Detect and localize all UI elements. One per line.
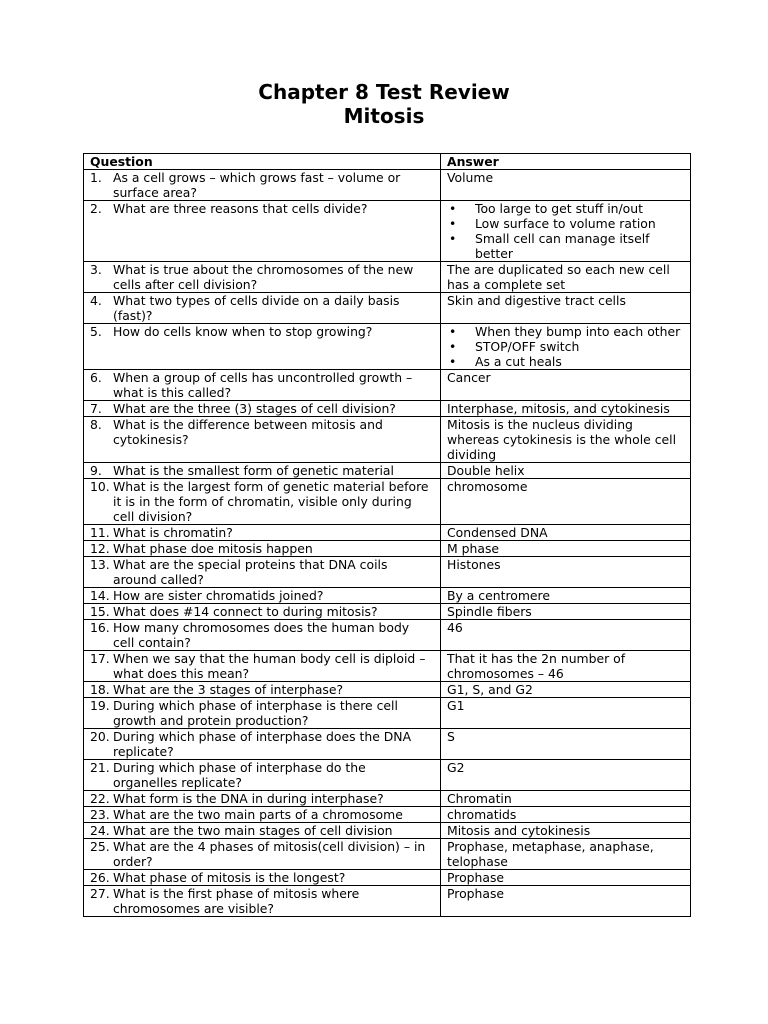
answer-bullet-item <box>447 339 684 354</box>
table-row <box>84 525 691 541</box>
question-item <box>90 479 434 524</box>
question-cell <box>84 886 441 917</box>
question-cell <box>84 588 441 604</box>
question-number: 25. <box>90 839 110 854</box>
table-row <box>84 698 691 729</box>
question-item <box>90 324 434 339</box>
question-number: 20. <box>90 729 110 744</box>
answer-bullet-item <box>447 354 684 369</box>
answer-text: G2 <box>447 760 465 775</box>
question-number: 7. <box>90 401 102 416</box>
answer-text: Cancer <box>447 370 491 385</box>
question-cell <box>84 293 441 324</box>
question-number: 27. <box>90 886 110 901</box>
answer-cell <box>441 262 691 293</box>
question-item <box>90 791 434 806</box>
answer-cell <box>441 682 691 698</box>
question-number: 11. <box>90 525 110 540</box>
question-item <box>90 682 434 697</box>
question-cell <box>84 557 441 588</box>
question-text: What phase doe mitosis happen <box>113 541 313 556</box>
table-row <box>84 620 691 651</box>
answer-text: G1, S, and G2 <box>447 682 533 697</box>
question-text: During which phase of interphase is there cell growth and protein production? <box>113 698 398 728</box>
answer-text: Prophase, metaphase, anaphase, telophase <box>447 839 654 869</box>
answer-cell <box>441 293 691 324</box>
answer-text: M phase <box>447 541 500 556</box>
answer-text: chromosome <box>447 479 528 494</box>
answer-bullet-text: As a cut heals <box>475 354 562 369</box>
answer-bullet-item <box>447 231 684 261</box>
question-text: What are the special proteins that DNA coils around called? <box>113 557 388 587</box>
question-cell <box>84 682 441 698</box>
question-item <box>90 698 434 728</box>
question-item <box>90 170 434 200</box>
question-cell <box>84 170 441 201</box>
bullet-icon: • <box>449 216 457 231</box>
answer-cell <box>441 807 691 823</box>
table-row <box>84 370 691 401</box>
answer-cell <box>441 170 691 201</box>
question-item <box>90 588 434 603</box>
table-header-row <box>84 154 691 170</box>
question-number: 18. <box>90 682 110 697</box>
answer-text: Prophase <box>447 870 505 885</box>
answer-text: That it has the 2n number of chromosomes – 46 <box>447 651 626 681</box>
answer-text: S <box>447 729 455 744</box>
table-body <box>84 170 691 917</box>
question-item <box>90 417 434 447</box>
question-item <box>90 557 434 587</box>
answer-text: Volume <box>447 170 494 185</box>
question-text: What are the three (3) stages of cell division? <box>113 401 396 416</box>
table-row <box>84 170 691 201</box>
table-row <box>84 293 691 324</box>
table-row <box>84 541 691 557</box>
table-row <box>84 463 691 479</box>
answer-cell <box>441 823 691 839</box>
review-table <box>83 153 691 917</box>
question-item <box>90 886 434 916</box>
question-number: 19. <box>90 698 110 713</box>
question-number: 22. <box>90 791 110 806</box>
answer-text: 46 <box>447 620 463 635</box>
question-text: What are the two main parts of a chromosome <box>113 807 403 822</box>
question-text: What two types of cells divide on a daily basis (fast)? <box>113 293 400 323</box>
question-cell <box>84 463 441 479</box>
question-cell <box>84 525 441 541</box>
title-block <box>0 80 768 128</box>
answer-bullet-item <box>447 324 684 339</box>
question-cell <box>84 479 441 525</box>
question-item <box>90 839 434 869</box>
bullet-icon: • <box>449 354 457 369</box>
question-text: During which phase of interphase does the DNA replicate? <box>113 729 412 759</box>
answer-text: The are duplicated so each new cell has a complete set <box>447 262 670 292</box>
table-row <box>84 417 691 463</box>
answer-bullet-item <box>447 216 684 231</box>
answer-text: By a centromere <box>447 588 550 603</box>
question-number: 26. <box>90 870 110 885</box>
question-number: 3. <box>90 262 102 277</box>
question-text: What is chromatin? <box>113 525 233 540</box>
table-row <box>84 729 691 760</box>
answer-text: Condensed DNA <box>447 525 548 540</box>
question-cell <box>84 839 441 870</box>
bullet-icon: • <box>449 201 457 216</box>
answer-text: Spindle fibers <box>447 604 532 619</box>
answer-text: G1 <box>447 698 465 713</box>
question-number: 10. <box>90 479 110 494</box>
question-number: 13. <box>90 557 110 572</box>
answer-text: Histones <box>447 557 501 572</box>
answer-header: Answer <box>441 154 691 170</box>
question-header: Question <box>84 154 441 170</box>
answer-text: Chromatin <box>447 791 512 806</box>
question-item <box>90 463 434 478</box>
answer-cell <box>441 401 691 417</box>
question-cell <box>84 729 441 760</box>
answer-cell <box>441 541 691 557</box>
answer-text: chromatids <box>447 807 517 822</box>
answer-cell <box>441 417 691 463</box>
answer-cell <box>441 324 691 370</box>
question-text: What phase of mitosis is the longest? <box>113 870 346 885</box>
question-number: 5. <box>90 324 102 339</box>
question-number: 15. <box>90 604 110 619</box>
question-text: How many chromosomes does the human body cell contain? <box>113 620 410 650</box>
table-row <box>84 479 691 525</box>
table-row <box>84 604 691 620</box>
question-number: 21. <box>90 760 110 775</box>
question-number: 17. <box>90 651 110 666</box>
table-row <box>84 651 691 682</box>
question-item <box>90 760 434 790</box>
question-text: When a group of cells has uncontrolled growth – what is this called? <box>113 370 413 400</box>
question-number: 9. <box>90 463 102 478</box>
question-item <box>90 604 434 619</box>
answer-bullet-text: Too large to get stuff in/out <box>475 201 643 216</box>
table-row <box>84 262 691 293</box>
question-text: What form is the DNA in during interphase? <box>113 791 384 806</box>
table-row <box>84 588 691 604</box>
answer-cell <box>441 463 691 479</box>
question-number: 23. <box>90 807 110 822</box>
question-item <box>90 401 434 416</box>
question-item <box>90 651 434 681</box>
question-text: What are the two main stages of cell division <box>113 823 393 838</box>
table-row <box>84 870 691 886</box>
table-row <box>84 760 691 791</box>
page-subtitle: Mitosis <box>343 104 425 128</box>
question-cell <box>84 324 441 370</box>
answer-text: Mitosis is the nucleus dividing whereas cytokinesis is the whole cell dividing <box>447 417 677 462</box>
question-cell <box>84 604 441 620</box>
answer-cell <box>441 870 691 886</box>
answer-cell <box>441 588 691 604</box>
question-text: What does #14 connect to during mitosis? <box>113 604 378 619</box>
answer-cell <box>441 886 691 917</box>
answer-bullet-text: When they bump into each other <box>475 324 681 339</box>
question-cell <box>84 698 441 729</box>
question-cell <box>84 807 441 823</box>
question-item <box>90 823 434 838</box>
table-row <box>84 823 691 839</box>
question-item <box>90 870 434 885</box>
question-text: What are three reasons that cells divide? <box>113 201 368 216</box>
answer-cell <box>441 791 691 807</box>
question-text: What is the first phase of mitosis where chromosomes are visible? <box>113 886 360 916</box>
question-item <box>90 807 434 822</box>
answer-cell <box>441 760 691 791</box>
question-text: What is true about the chromosomes of the new cells after cell division? <box>113 262 414 292</box>
bullet-icon: • <box>449 324 457 339</box>
question-text: What are the 4 phases of mitosis(cell division) – in order? <box>113 839 426 869</box>
question-text: What is the smallest form of genetic material <box>113 463 394 478</box>
question-cell <box>84 870 441 886</box>
question-number: 4. <box>90 293 102 308</box>
question-number: 12. <box>90 541 110 556</box>
answer-cell <box>441 729 691 760</box>
bullet-icon: • <box>449 339 457 354</box>
question-text: As a cell grows – which grows fast – volume or surface area? <box>113 170 401 200</box>
question-number: 6. <box>90 370 102 385</box>
question-cell <box>84 620 441 651</box>
table-row <box>84 324 691 370</box>
question-cell <box>84 651 441 682</box>
question-item <box>90 370 434 400</box>
bullet-icon: • <box>449 231 457 246</box>
question-item <box>90 541 434 556</box>
question-text: How are sister chromatids joined? <box>113 588 324 603</box>
answer-cell <box>441 839 691 870</box>
answer-cell <box>441 479 691 525</box>
question-text: What is the largest form of genetic material before it is in the form of chromatin, visible only during cell division? <box>113 479 429 524</box>
question-cell <box>84 262 441 293</box>
answer-cell <box>441 557 691 588</box>
answer-text: Skin and digestive tract cells <box>447 293 626 308</box>
question-cell <box>84 760 441 791</box>
answer-bullet-text: Low surface to volume ration <box>475 216 656 231</box>
question-text: What are the 3 stages of interphase? <box>113 682 344 697</box>
answer-cell <box>441 604 691 620</box>
table-row <box>84 807 691 823</box>
table-row <box>84 557 691 588</box>
question-item <box>90 262 434 292</box>
answer-cell <box>441 370 691 401</box>
question-text: When we say that the human body cell is diploid – what does this mean? <box>113 651 426 681</box>
answer-text: Prophase <box>447 886 505 901</box>
question-cell <box>84 791 441 807</box>
answer-text: Double helix <box>447 463 525 478</box>
table-row <box>84 791 691 807</box>
question-number: 1. <box>90 170 102 185</box>
table-row <box>84 401 691 417</box>
answer-text: Interphase, mitosis, and cytokinesis <box>447 401 670 416</box>
answer-cell <box>441 651 691 682</box>
answer-bullet-item <box>447 201 684 216</box>
question-cell <box>84 541 441 557</box>
answer-bullet-list <box>447 201 684 261</box>
answer-cell <box>441 201 691 262</box>
question-item <box>90 729 434 759</box>
question-cell <box>84 823 441 839</box>
table-row <box>84 839 691 870</box>
question-number: 2. <box>90 201 102 216</box>
question-text: How do cells know when to stop growing? <box>113 324 373 339</box>
question-cell <box>84 417 441 463</box>
question-number: 24. <box>90 823 110 838</box>
question-text: What is the difference between mitosis and cytokinesis? <box>113 417 383 447</box>
question-number: 16. <box>90 620 110 635</box>
table-row <box>84 886 691 917</box>
question-cell <box>84 401 441 417</box>
answer-bullet-text: STOP/OFF switch <box>475 339 580 354</box>
page-title: Chapter 8 Test Review <box>258 80 510 104</box>
table-row <box>84 682 691 698</box>
question-number: 14. <box>90 588 110 603</box>
table-row <box>84 201 691 262</box>
answer-cell <box>441 620 691 651</box>
answer-cell <box>441 698 691 729</box>
answer-cell <box>441 525 691 541</box>
question-item <box>90 620 434 650</box>
answer-text: Mitosis and cytokinesis <box>447 823 591 838</box>
question-number: 8. <box>90 417 102 432</box>
question-item <box>90 201 434 216</box>
question-cell <box>84 201 441 262</box>
answer-bullet-text: Small cell can manage itself better <box>475 231 650 261</box>
question-text: During which phase of interphase do the organelles replicate? <box>113 760 366 790</box>
question-cell <box>84 370 441 401</box>
answer-bullet-list <box>447 324 684 369</box>
question-item <box>90 525 434 540</box>
question-item <box>90 293 434 323</box>
